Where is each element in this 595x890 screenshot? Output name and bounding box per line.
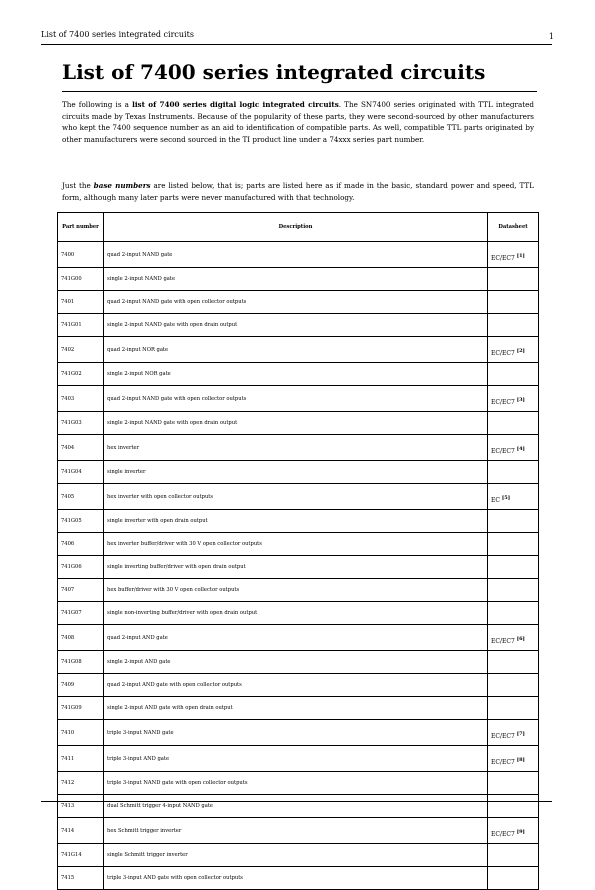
description-cell: hex inverter with open collector outputs [104,484,488,510]
column-header-part: Part number [58,213,104,242]
datasheet-cell [488,602,539,625]
datasheet-link[interactable]: EC/EC7 [491,830,515,838]
datasheet-cell [488,363,539,386]
part-number-cell: 741G09 [58,697,104,720]
table-row [58,579,539,602]
datasheet-cell [488,337,539,363]
column-header-description: Description [104,213,488,242]
part-number-cell: 7414 [58,818,104,844]
description-cell: quad 2-input NAND gate with open collector outputs [104,291,488,314]
datasheet-cell [488,651,539,674]
description-cell: hex buffer/driver with 30 V open collector outputs [104,579,488,602]
intro-text: are listed below, that is; parts are listed here as if made in the basic, standard power and speed, TTL form, although many later parts were never manufactured with that technology. [62,181,534,202]
table-row [58,697,539,720]
datasheet-cell [488,746,539,772]
table-row [58,720,539,746]
part-number-cell: 741G01 [58,314,104,337]
reference-link[interactable]: [4] [516,445,525,452]
datasheet-link[interactable]: EC/EC7 [491,398,515,406]
description-cell: hex inverter buffer/driver with 30 V open collector outputs [104,533,488,556]
datasheet-cell [488,720,539,746]
datasheet-link[interactable]: EC/EC7 [491,349,515,357]
datasheet-cell [488,697,539,720]
description-cell: quad 2-input NOR gate [104,337,488,363]
table-row [58,484,539,510]
table-row [58,795,539,818]
datasheet-cell [488,772,539,795]
table-row [58,844,539,867]
description-cell: triple 3-input NAND gate [104,720,488,746]
datasheet-cell [488,510,539,533]
datasheet-cell [488,461,539,484]
description-cell: single 2-input NAND gate [104,268,488,291]
intro-text: . The SN7400 series originated with TTL integrated circuits made by Texas Instruments. Because of the popularity of these parts, they were second-sourced by other manufacturers who kept the 7400 sequence number as an aid to identification of compatible parts. As well, compatible TTL parts originated by other manufacturers were second sourced in the TI product line under a 74xxx series part number. [62,100,534,144]
reference-link[interactable]: [1] [516,252,525,259]
description-cell: quad 2-input NAND gate with open collector outputs [104,386,488,412]
reference-link[interactable]: [5] [501,494,511,501]
datasheet-cell [488,625,539,651]
table-row [58,746,539,772]
reference-link[interactable]: [3] [516,396,525,403]
part-number-cell: 7411 [58,746,104,772]
part-number-cell: 7401 [58,291,104,314]
part-number-cell: 7409 [58,674,104,697]
part-number-cell: 7410 [58,720,104,746]
column-header-datasheet: Datasheet [488,213,539,242]
footer-rule [41,801,552,802]
datasheet-cell [488,867,539,890]
datasheet-cell [488,674,539,697]
description-cell: quad 2-input AND gate with open collector outputs [104,674,488,697]
table-row [58,435,539,461]
datasheet-cell [488,435,539,461]
description-cell: single 2-input AND gate [104,651,488,674]
table-row [58,268,539,291]
table-row [58,314,539,337]
intro-text: Just the [62,181,94,190]
table-row [58,674,539,697]
description-cell: single Schmitt trigger inverter [104,844,488,867]
reference-link[interactable]: [8] [516,756,525,763]
table-row [58,651,539,674]
part-number-cell: 741G03 [58,412,104,435]
description-cell: single inverter [104,461,488,484]
title-underline [62,91,537,92]
part-number-cell: 741G02 [58,363,104,386]
table-row [58,625,539,651]
part-number-cell: 7413 [58,795,104,818]
table-row [58,818,539,844]
description-cell: single 2-input NAND gate with open drain output [104,314,488,337]
table-header-row [58,213,539,242]
part-number-cell: 7405 [58,484,104,510]
running-header [41,30,552,45]
part-number-cell: 741G06 [58,556,104,579]
part-number-cell: 741G07 [58,602,104,625]
datasheet-link[interactable]: EC/EC7 [491,637,515,645]
datasheet-cell [488,818,539,844]
datasheet-cell [488,242,539,268]
table-row [58,772,539,795]
datasheet-cell [488,268,539,291]
description-cell: single 2-input NOR gate [104,363,488,386]
datasheet-cell [488,795,539,818]
part-number-cell: 7400 [58,242,104,268]
part-number-cell: 7402 [58,337,104,363]
table-row [58,412,539,435]
datasheet-cell [488,579,539,602]
part-number-cell: 741G04 [58,461,104,484]
table-row [58,510,539,533]
table-row [58,386,539,412]
description-cell: single 2-input AND gate with open drain output [104,697,488,720]
datasheet-cell [488,556,539,579]
datasheet-link[interactable]: EC/EC7 [491,254,515,262]
page-number: 1 [548,32,554,41]
description-cell: single inverter with open drain output [104,510,488,533]
part-number-cell: 7415 [58,867,104,890]
datasheet-link[interactable]: EC/EC7 [491,447,515,455]
part-number-cell: 7406 [58,533,104,556]
datasheet-cell [488,844,539,867]
intro-paragraph-2 [62,180,534,203]
description-cell: quad 2-input NAND gate [104,242,488,268]
reference-link[interactable]: [6] [516,635,525,642]
datasheet-cell [488,412,539,435]
table-row [58,337,539,363]
part-number-cell: 7403 [58,386,104,412]
datasheet-link[interactable]: EC/EC7 [491,758,515,766]
part-number-cell: 741G14 [58,844,104,867]
datasheet-cell [488,291,539,314]
description-cell: quad 2-input AND gate [104,625,488,651]
description-cell: hex inverter [104,435,488,461]
part-number-cell: 741G08 [58,651,104,674]
table-row [58,867,539,890]
description-cell: single inverting buffer/driver with open drain output [104,556,488,579]
datasheet-cell [488,484,539,510]
description-cell: triple 3-input NAND gate with open collector outputs [104,772,488,795]
reference-link[interactable]: [9] [516,828,525,835]
description-cell: triple 3-input AND gate with open collector outputs [104,867,488,890]
datasheet-cell [488,386,539,412]
table-row [58,533,539,556]
parts-table [57,212,539,890]
part-number-cell: 7412 [58,772,104,795]
running-header-title: List of 7400 series integrated circuits [41,30,194,39]
description-cell: hex Schmitt trigger inverter [104,818,488,844]
datasheet-link[interactable]: EC [491,496,500,504]
description-cell: triple 3-input AND gate [104,746,488,772]
part-number-cell: 7404 [58,435,104,461]
description-cell: dual Schmitt trigger 4-input NAND gate [104,795,488,818]
datasheet-cell [488,314,539,337]
reference-link[interactable]: [2] [516,347,525,354]
intro-paragraph-1 [62,99,534,145]
datasheet-link[interactable]: EC/EC7 [491,732,515,740]
table-row [58,556,539,579]
part-number-cell: 7408 [58,625,104,651]
table-row [58,291,539,314]
intro-bold-term: list of 7400 series digital logic integrated circuits [132,100,339,109]
reference-link[interactable]: [7] [516,730,525,737]
table-row [58,363,539,386]
page-title: List of 7400 series integrated circuits [62,60,486,84]
part-number-cell: 741G05 [58,510,104,533]
datasheet-cell [488,533,539,556]
intro-emphasis: base numbers [93,181,151,190]
table-row [58,242,539,268]
part-number-cell: 7407 [58,579,104,602]
table-row [58,602,539,625]
intro-text: The following is a [62,100,133,109]
table-row [58,461,539,484]
description-cell: single 2-input NAND gate with open drain output [104,412,488,435]
part-number-cell: 741G00 [58,268,104,291]
description-cell: single non-inverting buffer/driver with open drain output [104,602,488,625]
